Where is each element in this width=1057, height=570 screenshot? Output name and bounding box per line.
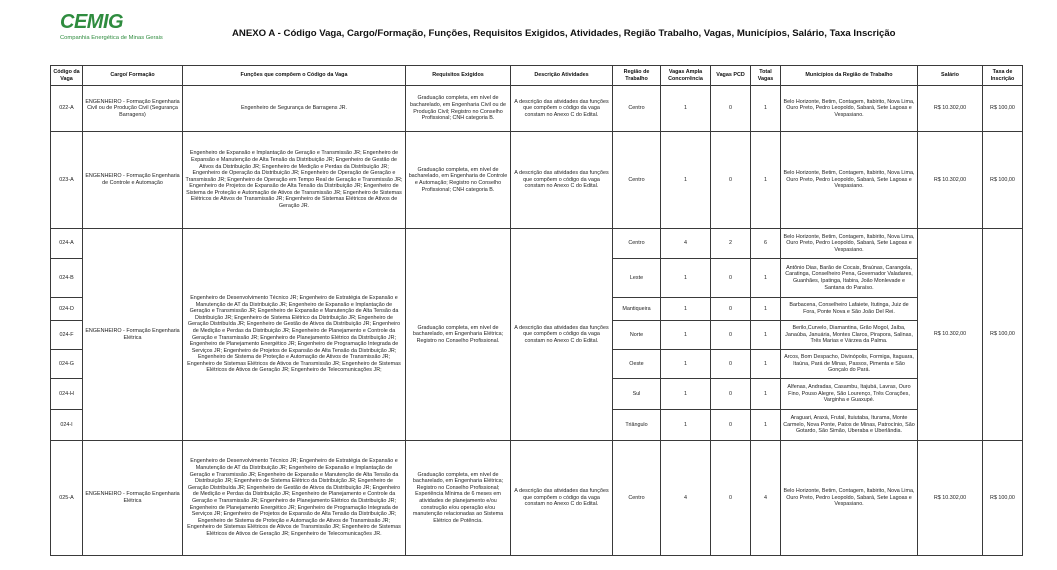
table-row [51,132,1023,229]
cell-requisitos: Graduação completa, em nível de bacharelado, em Engenharia de Controle e Automação; Registro no Conselho Profissional; CNH categoria B. [406,132,511,229]
cell-taxa: R$ 100,00 [983,229,1023,441]
cell-regiao: Leste [613,259,661,298]
cell-municipios: Belo Horizonte, Betim, Contagem, Itabirito, Nova Lima, Ouro Preto, Pedro Leopoldo, Sabará, Sete Lagoas e Vespasiano. [781,86,918,132]
cell-regiao: Mantiqueira [613,298,661,321]
cell-regiao: Norte [613,321,661,350]
header-vagas-ampla: Vagas Ampla Concorrência [661,66,711,86]
cell-municipios: Belo Horizonte, Betim, Contagem, Itabirito, Nova Lima, Ouro Preto, Pedro Leopoldo, Sabará, Sete Lagoas e Vespasiano. [781,229,918,259]
cell-taxa: R$ 100,00 [983,86,1023,132]
cell-vagas-ampla: 1 [661,132,711,229]
header-salario: Salário [918,66,983,86]
cell-requisitos: Graduação completa, em nível de bacharelado, em Engenharia Elétrica; Registro no Conselho Profissional; Experiência Mínima de 6 meses em atividades de planejamento e/ou construção e/ou operação e/ou manutenção relacionadas ao Sistema Elétrico de Potência. [406,441,511,556]
cell-total-vagas: 1 [751,132,781,229]
cell-codigo: 024-I [51,410,83,441]
cell-taxa: R$ 100,00 [983,441,1023,556]
cell-vagas-ampla: 4 [661,441,711,556]
cell-vagas-ampla: 1 [661,410,711,441]
cell-vagas-pcd: 0 [711,410,751,441]
cell-total-vagas: 1 [751,86,781,132]
header-requisitos: Requisitos Exigidos [406,66,511,86]
cell-regiao: Centro [613,86,661,132]
cell-municipios: Araguari, Araxá, Frutal, Ituiutaba, Iturama, Monte Carmelo, Nova Ponte, Patos de Minas, Patrocínio, São Gotardo, São Simão, Uberaba e Uberlândia. [781,410,918,441]
cell-municipios: Berilo,Curvelo, Diamantina, Grão Mogol, Jaíba, Janaúba, Januária, Montes Claros, Pirapora, Salinas, Três Marias e Várzea da Palma. [781,321,918,350]
cell-requisitos: Graduação completa, em nível de bacharelado, em Engenharia Elétrica; Registro no Conselho Profissional. [406,229,511,441]
cell-vagas-pcd: 0 [711,379,751,410]
header-taxa: Taxa de Inscrição [983,66,1023,86]
table-header-row [51,66,1023,86]
cell-codigo: 024-D [51,298,83,321]
cell-funcoes: Engenheiro de Expansão e Implantação de Geração e Transmissão JR; Engenheiro de Expansão e Manutenção de Alta Tensão da Distribuição JR; Engenheiro de Gestão de Ativos da Distribuição JR; Engenheiro de Medição e Perdas da Distribuição JR; Engenheiro de Operação da Distribuição JR; Engenheiro de Operação de Geração e Transmissão JR; Engenheiro de Operação em Tempo Real de Geração e Transmissão JR; Engenheiro de Projetos de Expansão de Alta Tensão da Distribuição JR; Engenheiro de Sistema de Proteção e Automação de Ativos de Transmissão JR; Engenheiro de Sistemas Elétricos de Ativos de Transmissão JR; Engenheiro de Sistemas Elétricos de Ativos de Geração JR. [183,132,406,229]
cell-codigo: 024-B [51,259,83,298]
cell-vagas-ampla: 1 [661,350,711,379]
cell-total-vagas: 1 [751,321,781,350]
cell-cargo: ENGENHEIRO - Formação Engenharia Civil ou de Produção Civil (Segurança Barragens) [83,86,183,132]
cell-cargo: ENGENHEIRO - Formação Engenharia Elétrica [83,441,183,556]
cell-municipios: Barbacena, Conselheiro Lafaiete, Itutinga, Juiz de Fora, Ponte Nova e São João Del Rei. [781,298,918,321]
cell-salario: R$ 10.302,00 [918,229,983,441]
cell-regiao: Centro [613,229,661,259]
header-regiao: Região de Trabalho [613,66,661,86]
cell-municipios: Arcos, Bom Despacho, Divinópolis, Formiga, Itaguara, Itaúna, Pará de Minas, Passos, Pimenta e São Gonçalo do Pará. [781,350,918,379]
cell-funcoes: Engenheiro de Segurança de Barragens JR. [183,86,406,132]
cell-municipios: Alfenas, Andradas, Casambu, Itajubá, Lavras, Ouro Fino, Pouso Alegre, São Lourenço, Três Corações, Varginha e Guaxupé. [781,379,918,410]
cell-vagas-pcd: 0 [711,259,751,298]
cell-codigo: 022-A [51,86,83,132]
cell-vagas-pcd: 0 [711,298,751,321]
cell-codigo: 023-A [51,132,83,229]
cell-municipios: Belo Horizonte, Betim, Contagem, Itabirito, Nova Lima, Ouro Preto, Pedro Leopoldo, Sabará, Sete Lagoas e Vespasiano. [781,441,918,556]
cell-cargo: ENGENHEIRO - Formação Engenharia de Controle e Automação [83,132,183,229]
cell-regiao: Triângulo [613,410,661,441]
header-descricao: Descrição Atividades [511,66,613,86]
header-vagas-pcd: Vagas PCD [711,66,751,86]
cell-vagas-ampla: 1 [661,259,711,298]
cell-vagas-ampla: 1 [661,86,711,132]
logo-brand-text: CEMIG [60,11,124,33]
cell-codigo: 025-A [51,441,83,556]
cell-requisitos: Graduação completa, em nível de bacharelado, em Engenharia Civil ou de Produção Civil; Registro no Conselho Profissional; CNH categoria B. [406,86,511,132]
header-codigo: Código da Vaga [51,66,83,86]
cell-vagas-ampla: 1 [661,298,711,321]
cell-salario: R$ 10.302,00 [918,132,983,229]
cell-total-vagas: 1 [751,350,781,379]
cell-municipios: Belo Horizonte, Betim, Contagem, Itabirito, Nova Lima, Ouro Preto, Pedro Leopoldo, Sabará, Sete Lagoas e Vespasiano. [781,132,918,229]
cell-regiao: Centro [613,441,661,556]
cell-vagas-pcd: 2 [711,229,751,259]
cell-cargo: ENGENHEIRO - Formação Engenharia Elétrica [83,229,183,441]
cell-codigo: 024-H [51,379,83,410]
cell-descricao: A descrição das atividades das funções que compõem o código da vaga constam no Anexo C do Edital. [511,229,613,441]
header-cargo: Cargo/ Formação [83,66,183,86]
cell-descricao: A descrição das atividades das funções que compõem o código da vaga constam no Anexo C do Edital. [511,86,613,132]
cell-salario: R$ 10.302,00 [918,441,983,556]
cell-funcoes: Engenheiro de Desenvolvimento Técnico JR; Engenheiro de Estratégia de Expansão e Manutenção de AT da Distribuição JR; Engenheiro de Expansão e Implantação de Geração e Transmissão JR; Engenheiro de Expansão e Manutenção de Alta Tensão da Distribuição JR; Engenheiro de Sistema Elétrico da Distribuição JR; Engenheiro de Geração Distribuída JR; Engenheiro de Gestão de Ativos da Distribuição JR; Engenheiro de Medição e Perdas da Distribuição JR; Engenheiro de Planejamento e Controle da Geração e Transmissão JR; Engenheiro de Planejamento Elétrico da Distribuição JR; Engenheiro de Planejamento Energético JR; Engenheiro de Programação Integrada de Serviços JR; Engenheiro de Projetos de Expansão de Alta Tensão da Distribuição JR; Engenheiro de Sistema de Proteção e Automação de Ativos de Transmissão JR; Engenheiro de Sistemas Elétricos de Ativos de Transmissão JR; Engenheiro de Sistemas Elétricos de Ativos de Geração JR; Engenheiro de Telecomunicações JR. [183,441,406,556]
header-total-vagas: Total Vagas [751,66,781,86]
cell-funcoes: Engenheiro de Desenvolvimento Técnico JR; Engenheiro de Estratégia de Expansão e Manutenção de AT da Distribuição JR; Engenheiro de Expansão e Implantação de Geração e Transmissão JR; Engenheiro de Expansão e Manutenção de Alta Tensão da Distribuição JR; Engenheiro de Sistema Elétrico da Distribuição JR; Engenheiro de Geração Distribuída JR; Engenheiro de Gestão de Ativos da Distribuição JR; Engenheiro de Medição e Perdas da Distribuição JR; Engenheiro de Planejamento e Controle da Geração e Transmissão JR; Engenheiro de Planejamento Elétrico da Distribuição JR; Engenheiro de Planejamento Energético JR; Engenheiro de Programação Integrada de Serviços JR; Engenheiro de Projetos de Expansão de Alta Tensão da Distribuição JR; Engenheiro de Sistema de Proteção e Automação de Ativos de Transmissão JR; Engenheiro de Sistemas Elétricos de Ativos de Transmissão JR; Engenheiro de Sistemas Elétricos de Ativos de Geração JR; Engenheiro de Telecomunicações JR; [183,229,406,441]
cell-regiao: Centro [613,132,661,229]
cell-total-vagas: 1 [751,259,781,298]
vacancies-table [50,65,1023,556]
cell-regiao: Sul [613,379,661,410]
cell-descricao: A descrição das atividades das funções que compõem o código da vaga constam no Anexo C do Edital. [511,441,613,556]
cell-vagas-pcd: 0 [711,86,751,132]
cell-descricao: A descrição das atividades das funções que compõem o código da vaga constam no Anexo C do Edital. [511,132,613,229]
table-row [51,229,1023,259]
cell-taxa: R$ 100,00 [983,132,1023,229]
cell-vagas-pcd: 0 [711,350,751,379]
cell-regiao: Oeste [613,350,661,379]
company-logo [60,11,190,41]
table-row [51,86,1023,132]
cell-total-vagas: 6 [751,229,781,259]
cell-vagas-ampla: 4 [661,229,711,259]
cell-total-vagas: 1 [751,298,781,321]
document-title: ANEXO A - Código Vaga, Cargo/Formação, Funções, Requisitos Exigidos, Atividades, Região Trabalho, Vagas, Municípios, Salário, Taxa Inscrição [232,28,896,39]
cell-vagas-pcd: 0 [711,132,751,229]
logo-company-name: Companhia Energética de Minas Gerais [60,35,163,41]
cell-codigo: 024-A [51,229,83,259]
cell-municipios: Antônio Dias, Barão de Cocais, Braúnas, Carangola, Caratinga, Conselheiro Pena, Governador Valadares, Guanhães, Ipatinga, Itabira, João Monlevade e Santana do Paraíso. [781,259,918,298]
cell-salario: R$ 10.302,00 [918,86,983,132]
cell-vagas-pcd: 0 [711,441,751,556]
cell-codigo: 024-G [51,350,83,379]
cell-codigo: 024-F [51,321,83,350]
header-municipios: Municípios da Região de Trabalho [781,66,918,86]
cell-vagas-ampla: 1 [661,379,711,410]
cell-total-vagas: 4 [751,441,781,556]
header-funcoes: Funções que compõem o Código da Vaga [183,66,406,86]
cell-total-vagas: 1 [751,379,781,410]
cell-vagas-ampla: 1 [661,321,711,350]
cell-vagas-pcd: 0 [711,321,751,350]
table-row [51,441,1023,556]
cell-total-vagas: 1 [751,410,781,441]
